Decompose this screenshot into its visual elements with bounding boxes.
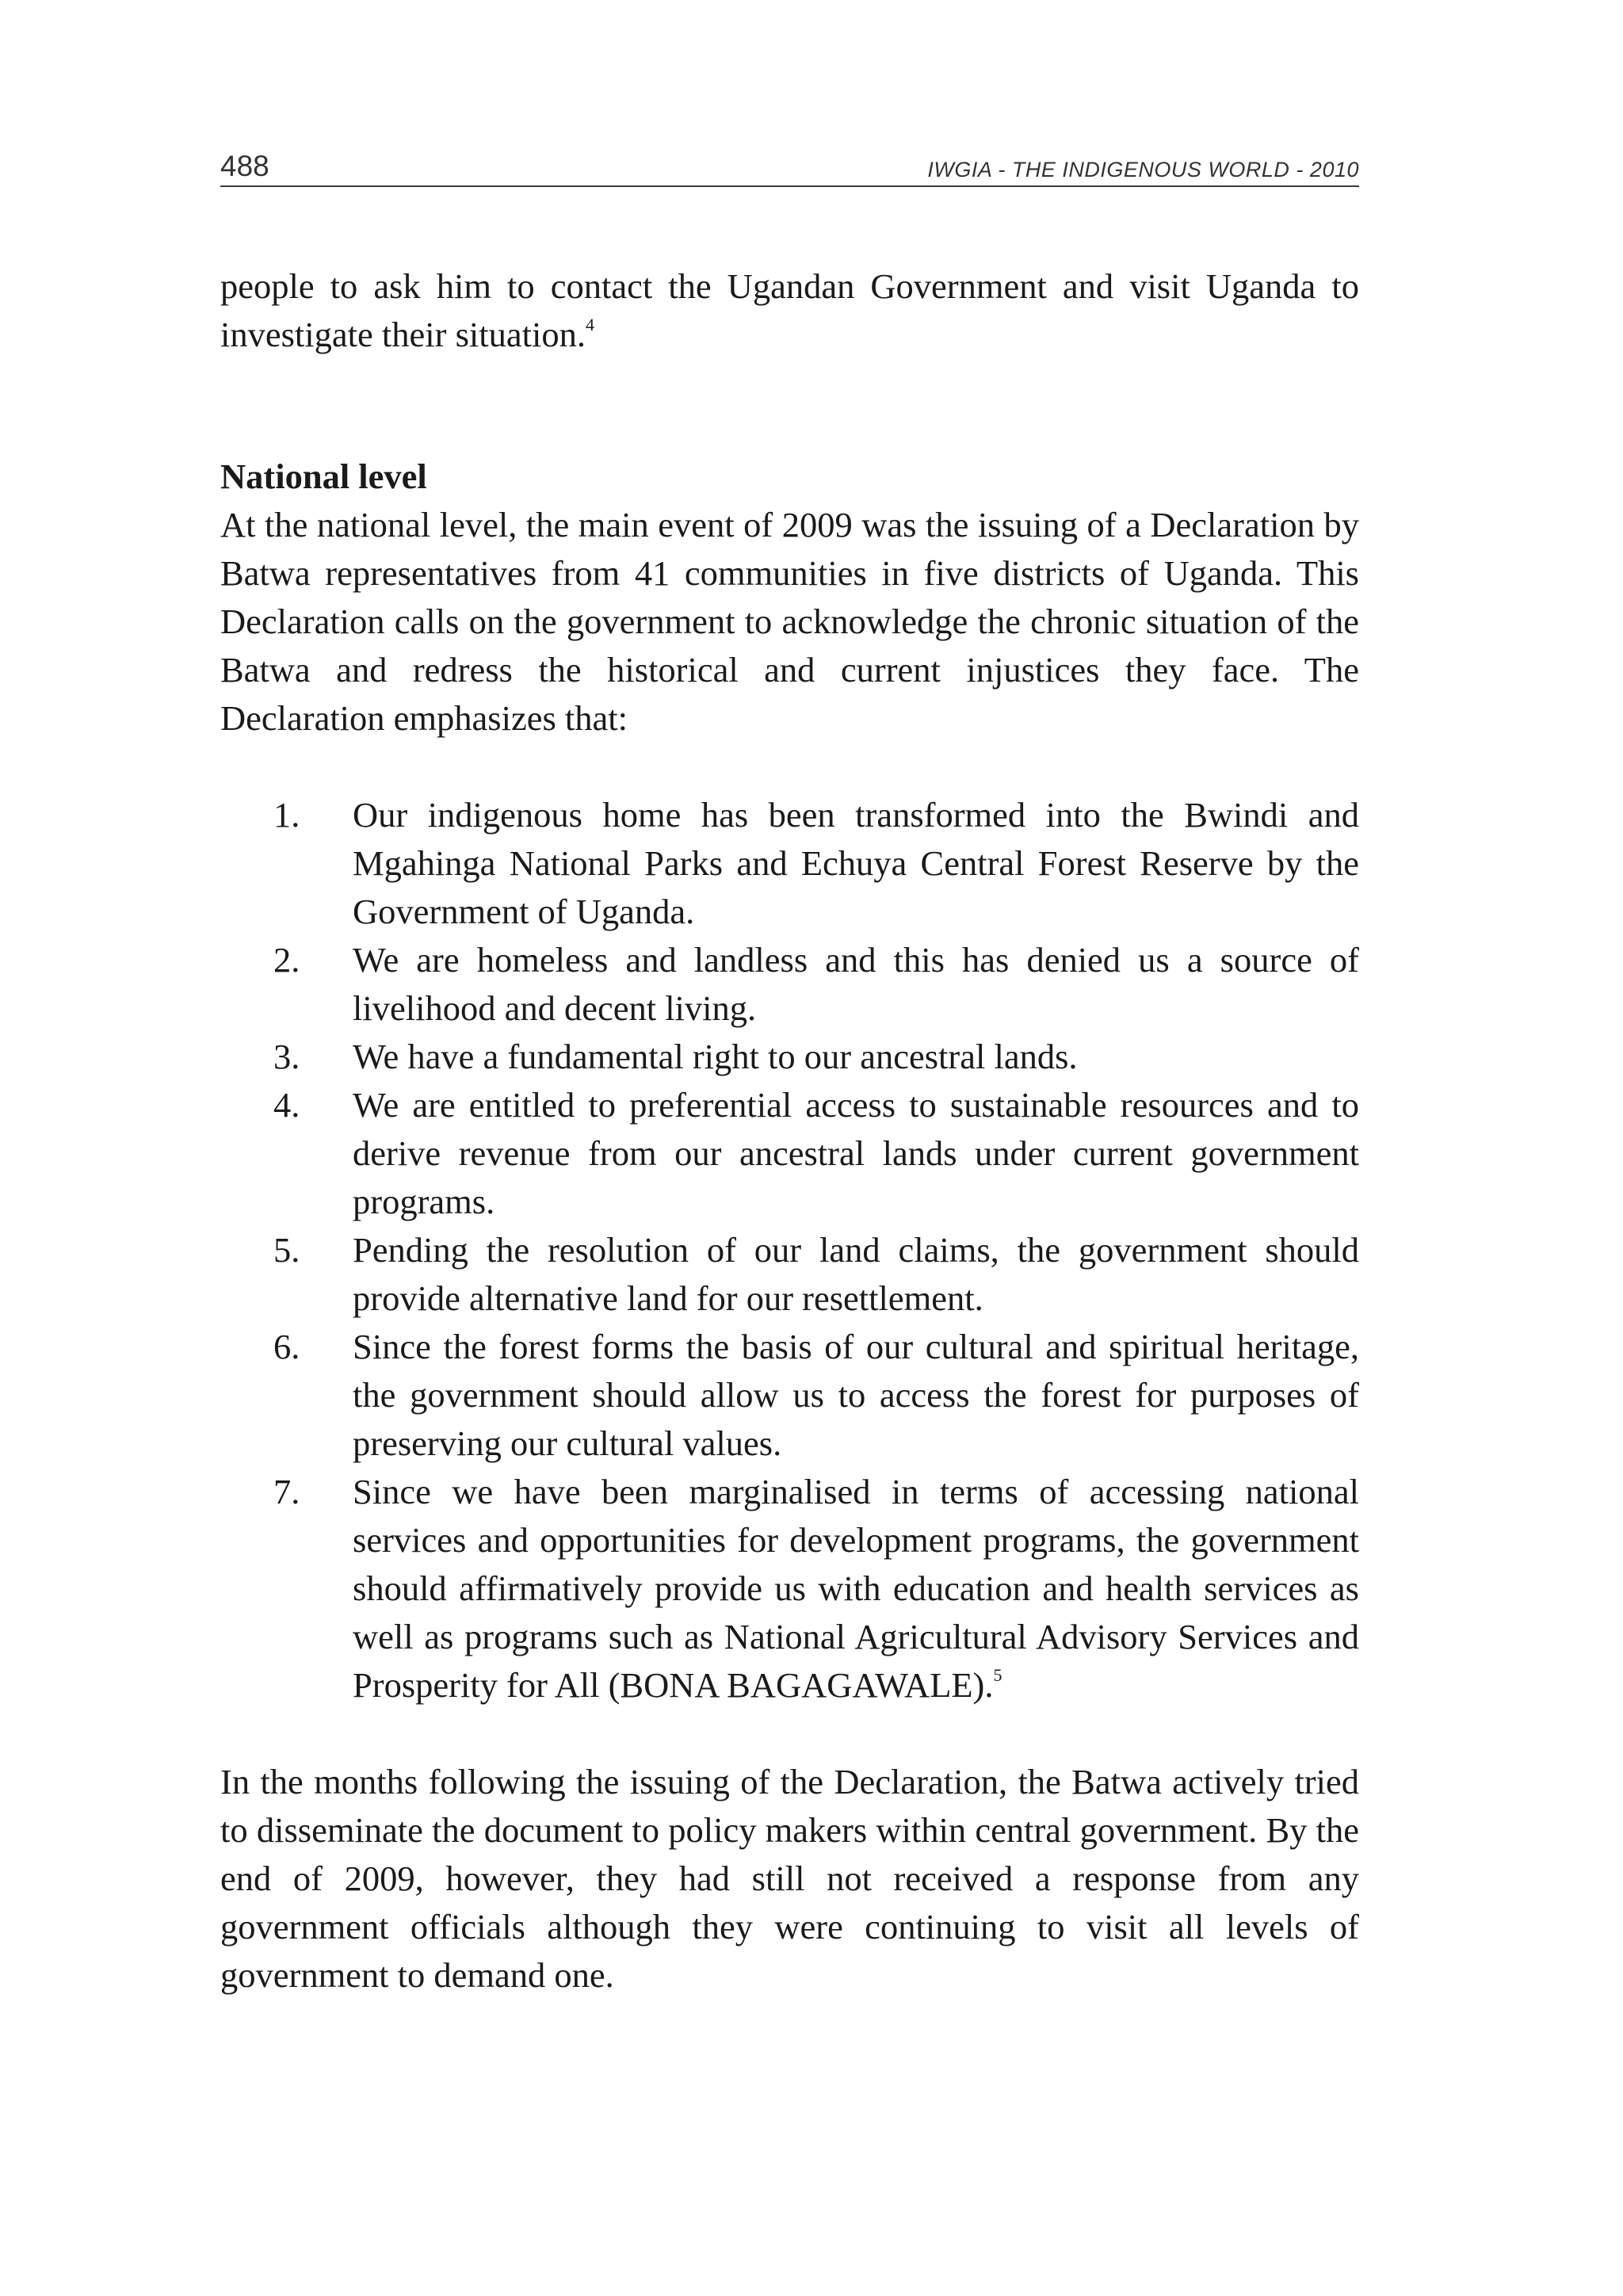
- running-title: IWGIA - THE INDIGENOUS WORLD - 2010: [927, 158, 1359, 181]
- intro-paragraph: [220, 262, 1359, 359]
- footnote-ref-5: 5: [993, 1665, 1002, 1685]
- list-item-number: 5.: [273, 1230, 300, 1270]
- list-item: [220, 791, 1359, 936]
- intro-text: people to ask him to contact the Ugandan Government and visit Uganda to investigate their situation.: [220, 266, 1359, 354]
- page-body: [220, 262, 1359, 2000]
- list-item-number: 4.: [273, 1085, 300, 1125]
- list-item-number: 7.: [273, 1472, 300, 1511]
- list-item: [220, 1468, 1359, 1710]
- book-page: [220, 151, 1359, 2000]
- list-item: [220, 1033, 1359, 1081]
- section-paragraph: At the national level, the main event of 2009 was the issuing of a Declaration by Batwa representatives from 41 communities in five districts of Uganda. This Declaration calls on the government to acknowledge the chronic situation of the Batwa and redress the historical and current injustices they face. The Declaration emphasizes that:: [220, 505, 1359, 738]
- running-header: [220, 151, 1359, 187]
- list-item-text: Our indigenous home has been transformed into the Bwindi and Mgahinga National Parks and Echuya Central Forest Reserve by the Government of Uganda.: [353, 795, 1359, 931]
- list-item-number: 6.: [273, 1327, 300, 1366]
- list-item: [220, 1226, 1359, 1323]
- list-item: [220, 1323, 1359, 1468]
- list-item-number: 1.: [273, 795, 300, 835]
- section-heading: National level: [220, 457, 427, 496]
- list-item-text: We are entitled to preferential access to sustainable resources and to derive revenue from our ancestral lands under current government programs.: [353, 1085, 1359, 1221]
- list-item: [220, 1081, 1359, 1226]
- list-item-text: Pending the resolution of our land claims, the government should provide alternative land for our resettlement.: [353, 1230, 1359, 1318]
- list-item-text: We have a fundamental right to our ancestral lands.: [353, 1037, 1078, 1076]
- list-item-number: 3.: [273, 1037, 300, 1076]
- declaration-list: [220, 791, 1359, 1710]
- list-item-number: 2.: [273, 940, 300, 980]
- page-number: 488: [220, 150, 269, 182]
- list-item-text: Since the forest forms the basis of our cultural and spiritual heritage, the government should allow us to access the forest for purposes of preserving our cultural values.: [353, 1327, 1359, 1463]
- list-item: [220, 936, 1359, 1033]
- footnote-ref-4: 4: [585, 315, 594, 334]
- list-item-text: Since we have been marginalised in terms of accessing national services and opportunities for development programs, the government should affirmatively provide us with education and health services as well as programs such as National Agricultural Advisory Services and Prosperity for All (BONA BAGAGAWALE).: [353, 1472, 1359, 1705]
- list-item-text: We are homeless and landless and this has denied us a source of livelihood and decent living.: [353, 940, 1359, 1028]
- closing-paragraph: In the months following the issuing of the Declaration, the Batwa actively tried to disseminate the document to policy makers within central government. By the end of 2009, however, they had still not received a response from any government officials although they were continuing to visit all levels of government to demand one.: [220, 1762, 1359, 1995]
